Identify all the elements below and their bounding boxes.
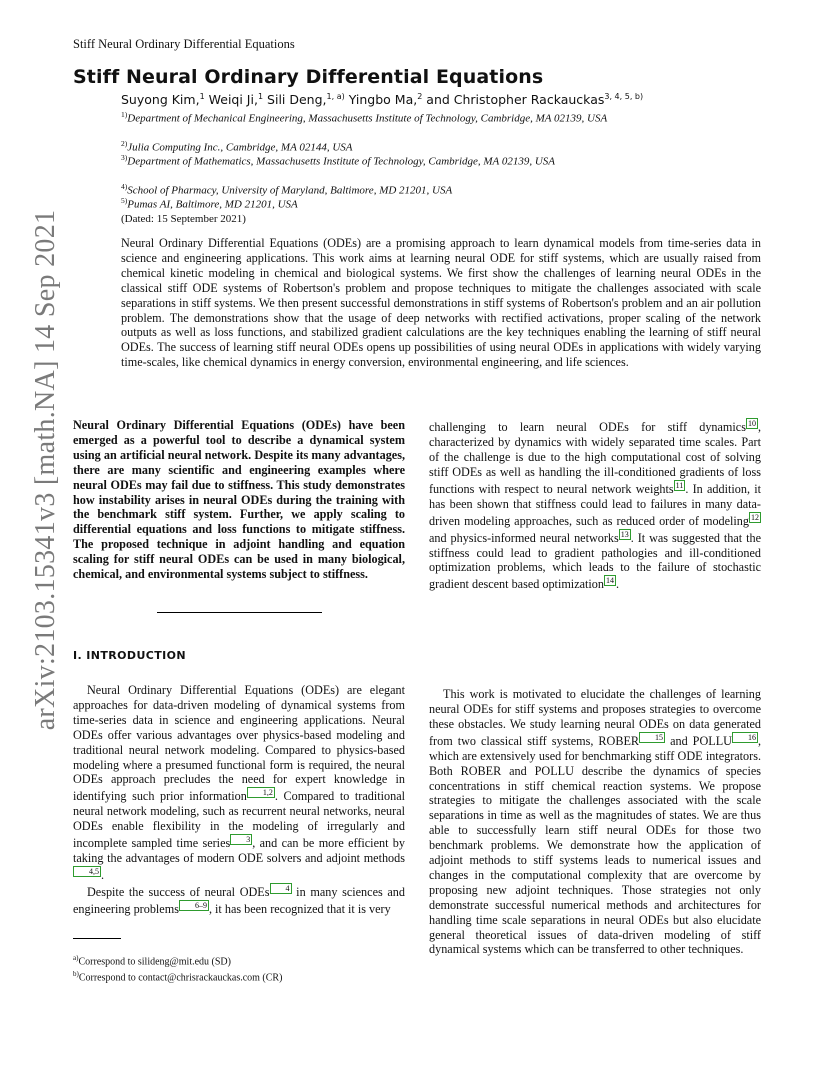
footnotes: [73, 952, 282, 985]
author-name: Sili Deng,: [267, 92, 327, 108]
citation-link[interactable]: 1,2: [247, 787, 275, 798]
citation-link[interactable]: 12: [751, 512, 759, 522]
affiliation-4: $^{4)}$School of Pharmacy, University of Maryland, Baltimore, MD 21201, USA: [121, 182, 453, 197]
footnote-link[interactable]: 1, a): [326, 92, 345, 101]
divider: [157, 612, 322, 613]
date-line: (Dated: 15 September 2021): [121, 213, 246, 225]
right-column-top: challenging to learn neural ODEs for stiff dynamics 10 , characterized by dynamics with widely separated time scales. Part of the challenge is due to the high computational cost of solving stiff ODEs as well as handling the ill-conditioned gradients of loss functions with respect to neural network weights 11 . In addition, it has been shown that stiffness could lead to failures in many data-driven modeling approaches, such as reduced order of modeling 12 and physics-informed neural networks 13 . It was suggested that the stiffness could lead to gradient pathologies and ill-conditioned optimization problems, which leads to the failure of stochastic gradient descent based optimization 14 .: [429, 419, 761, 592]
affiliation-1: $^{1)}$Department of Mechanical Engineering, Massachusetts Institute of Technology, Cambridge, MA 02139, USA: [121, 110, 608, 125]
author-name: and Christopher Rackauckas: [426, 92, 605, 108]
intro-left-column: Neural Ordinary Differential Equations (ODEs) are elegant approaches for data-driven modeling of dynamical systems from time-series data in science and engineering applications. Neural ODEs offer various advantages over physics-based modeling and traditional neural network modeling. Compared to physics-based modeling where a presumed functional form is required, the neural ODEs approach precludes the need for expert knowledge in identifying such prior information 1,2 . Compared to traditional neural network modeling, such as recurrent neural networks, neural ODEs enable flexibility in the modeling of irregularly and incomplete sampled time series 3 , and can be more efficient by taking the advantages of modern ODE solvers and adjoint methods4,5 . Despite the success of neural ODEs 4 in many sciences and engineering problems 6–9 , it has been recognized that it is very: [73, 683, 405, 916]
footnote: $^{a)}$Correspond to silideng@mit.edu (SD): [73, 954, 231, 968]
paper-title: Stiff Neural Ordinary Differential Equations: [73, 66, 544, 88]
citation-link[interactable]: 4,5: [73, 866, 101, 877]
footnote-link[interactable]: 3, 4, 5, b): [604, 92, 644, 101]
citation-link[interactable]: 16: [732, 732, 758, 743]
citation-link[interactable]: 15: [639, 732, 665, 743]
footnote: $^{b)}$Correspond to contact@chrisrackauckas.com (CR): [73, 970, 283, 984]
author-name: Yingbo Ma,: [348, 92, 418, 108]
footnote-divider: [73, 938, 121, 939]
running-header: Stiff Neural Ordinary Differential Equations: [73, 37, 295, 51]
citation-link[interactable]: 3: [230, 834, 252, 845]
author-name: Weiqi Ji,: [208, 92, 258, 108]
citation-link[interactable]: 4: [270, 883, 292, 894]
affiliation-2: $^{2)}$Julia Computing Inc., Cambridge, MA 02144, USA: [121, 139, 353, 154]
citation-link[interactable]: 6–9: [179, 900, 209, 911]
citation-link[interactable]: 14: [605, 576, 614, 586]
intro-right-column: This work is motivated to elucidate the challenges of learning neural ODEs for stiff systems and proposes strategies to overcome these obstacles. We study learning neural ODEs on data generated from two classical stiff systems, ROBER 15 and POLLU 16 , which are extensively used for benchmarking stiff ODE integrators. Both ROBER and POLLU describe the dynamics of species concentrations in stiff chemical reaction systems. We propose strategies to mitigate the challenges associated with the scale separations in time as well as the magnitudes of states. We are thus able to successfully learn stiff neural ODEs for those two benchmark problems. We demonstrate how the application of adjoint methods to stiff systems leads to numerical issues and changes in the computational complexity that are overcome by proposing new adjoint techniques. Those strategies not only demonstrate successful numerical methods and architectures for handling time scale separations in neural ODEs but also elucidate general theoretical issues of data-driven modeling of stiff dynamical systems which can be transferred to other techniques.: [429, 687, 761, 957]
citation-link[interactable]: 13: [620, 529, 629, 539]
affiliation-5: $^{5)}$Pumas AI, Baltimore, MD 21201, USA: [121, 196, 298, 211]
arxiv-stamp: arXiv:2103.15341v3 [math.NA] 14 Sep 2021: [30, 209, 61, 731]
citation-link[interactable]: 10: [747, 419, 756, 428]
section-heading: I. INTRODUCTION: [73, 649, 187, 662]
author-name: Suyong Kim,: [121, 92, 200, 108]
abstract: Neural Ordinary Differential Equations (ODEs) are a promising approach to learn dynamical models from time-series data in science and engineering applications. This work aims at learning neural ODE for stiff systems, which are usually raised from chemical kinetic modeling in chemical and biological systems. We first show the challenges of learning neural ODEs in the classical stiff ODE systems of Robertson's problem and propose techniques to mitigate the challenges associated with scale separations in stiff systems. We then present successful demonstrations in stiff systems of Robertson's problem and an air pollution problem. The demonstrations show that the usage of deep networks with rectified activations, proper scaling of the network outputs as well as loss functions, and stabilized gradient calculations are the key techniques enabling the learning of stiff neural ODEs. The success of learning stiff neural ODEs opens up possibilities of using neural ODEs in applications with widely varying time-scales, like chemical dynamics in energy conversion, environmental engineering, and life sciences.: [121, 236, 761, 370]
author-list: Suyong Kim,$^1$ Weiqi Ji,$^1$ Sili Deng,$^{1, a)}$ Yingbo Ma,$^2$ and Christopher Rackauckas$^{3, 4, 5, b)}$: [121, 92, 644, 108]
lead-paragraph: Neural Ordinary Differential Equations (ODEs) have been emerged as a powerful tool to describe a dynamical system using an artificial neural network. Despite its many advantages, there are many scientific and engineering examples where neural ODEs may fail due to stiffness. This study demonstrates how instability arises in neural ODEs during the training with the benchmark stiff system. Further, we apply scaling to differential equations and loss functions to mitigate stiffness. The proposed technique in adjoint handling and equation scaling for stiff neural ODEs can be used in many biological, chemical, and environmental systems subject to stiffness.: [73, 418, 405, 582]
citation-link[interactable]: 11: [675, 480, 684, 490]
affiliation-3: $^{3)}$Department of Mathematics, Massachusetts Institute of Technology, Cambridge, MA 02139, USA: [121, 153, 555, 168]
